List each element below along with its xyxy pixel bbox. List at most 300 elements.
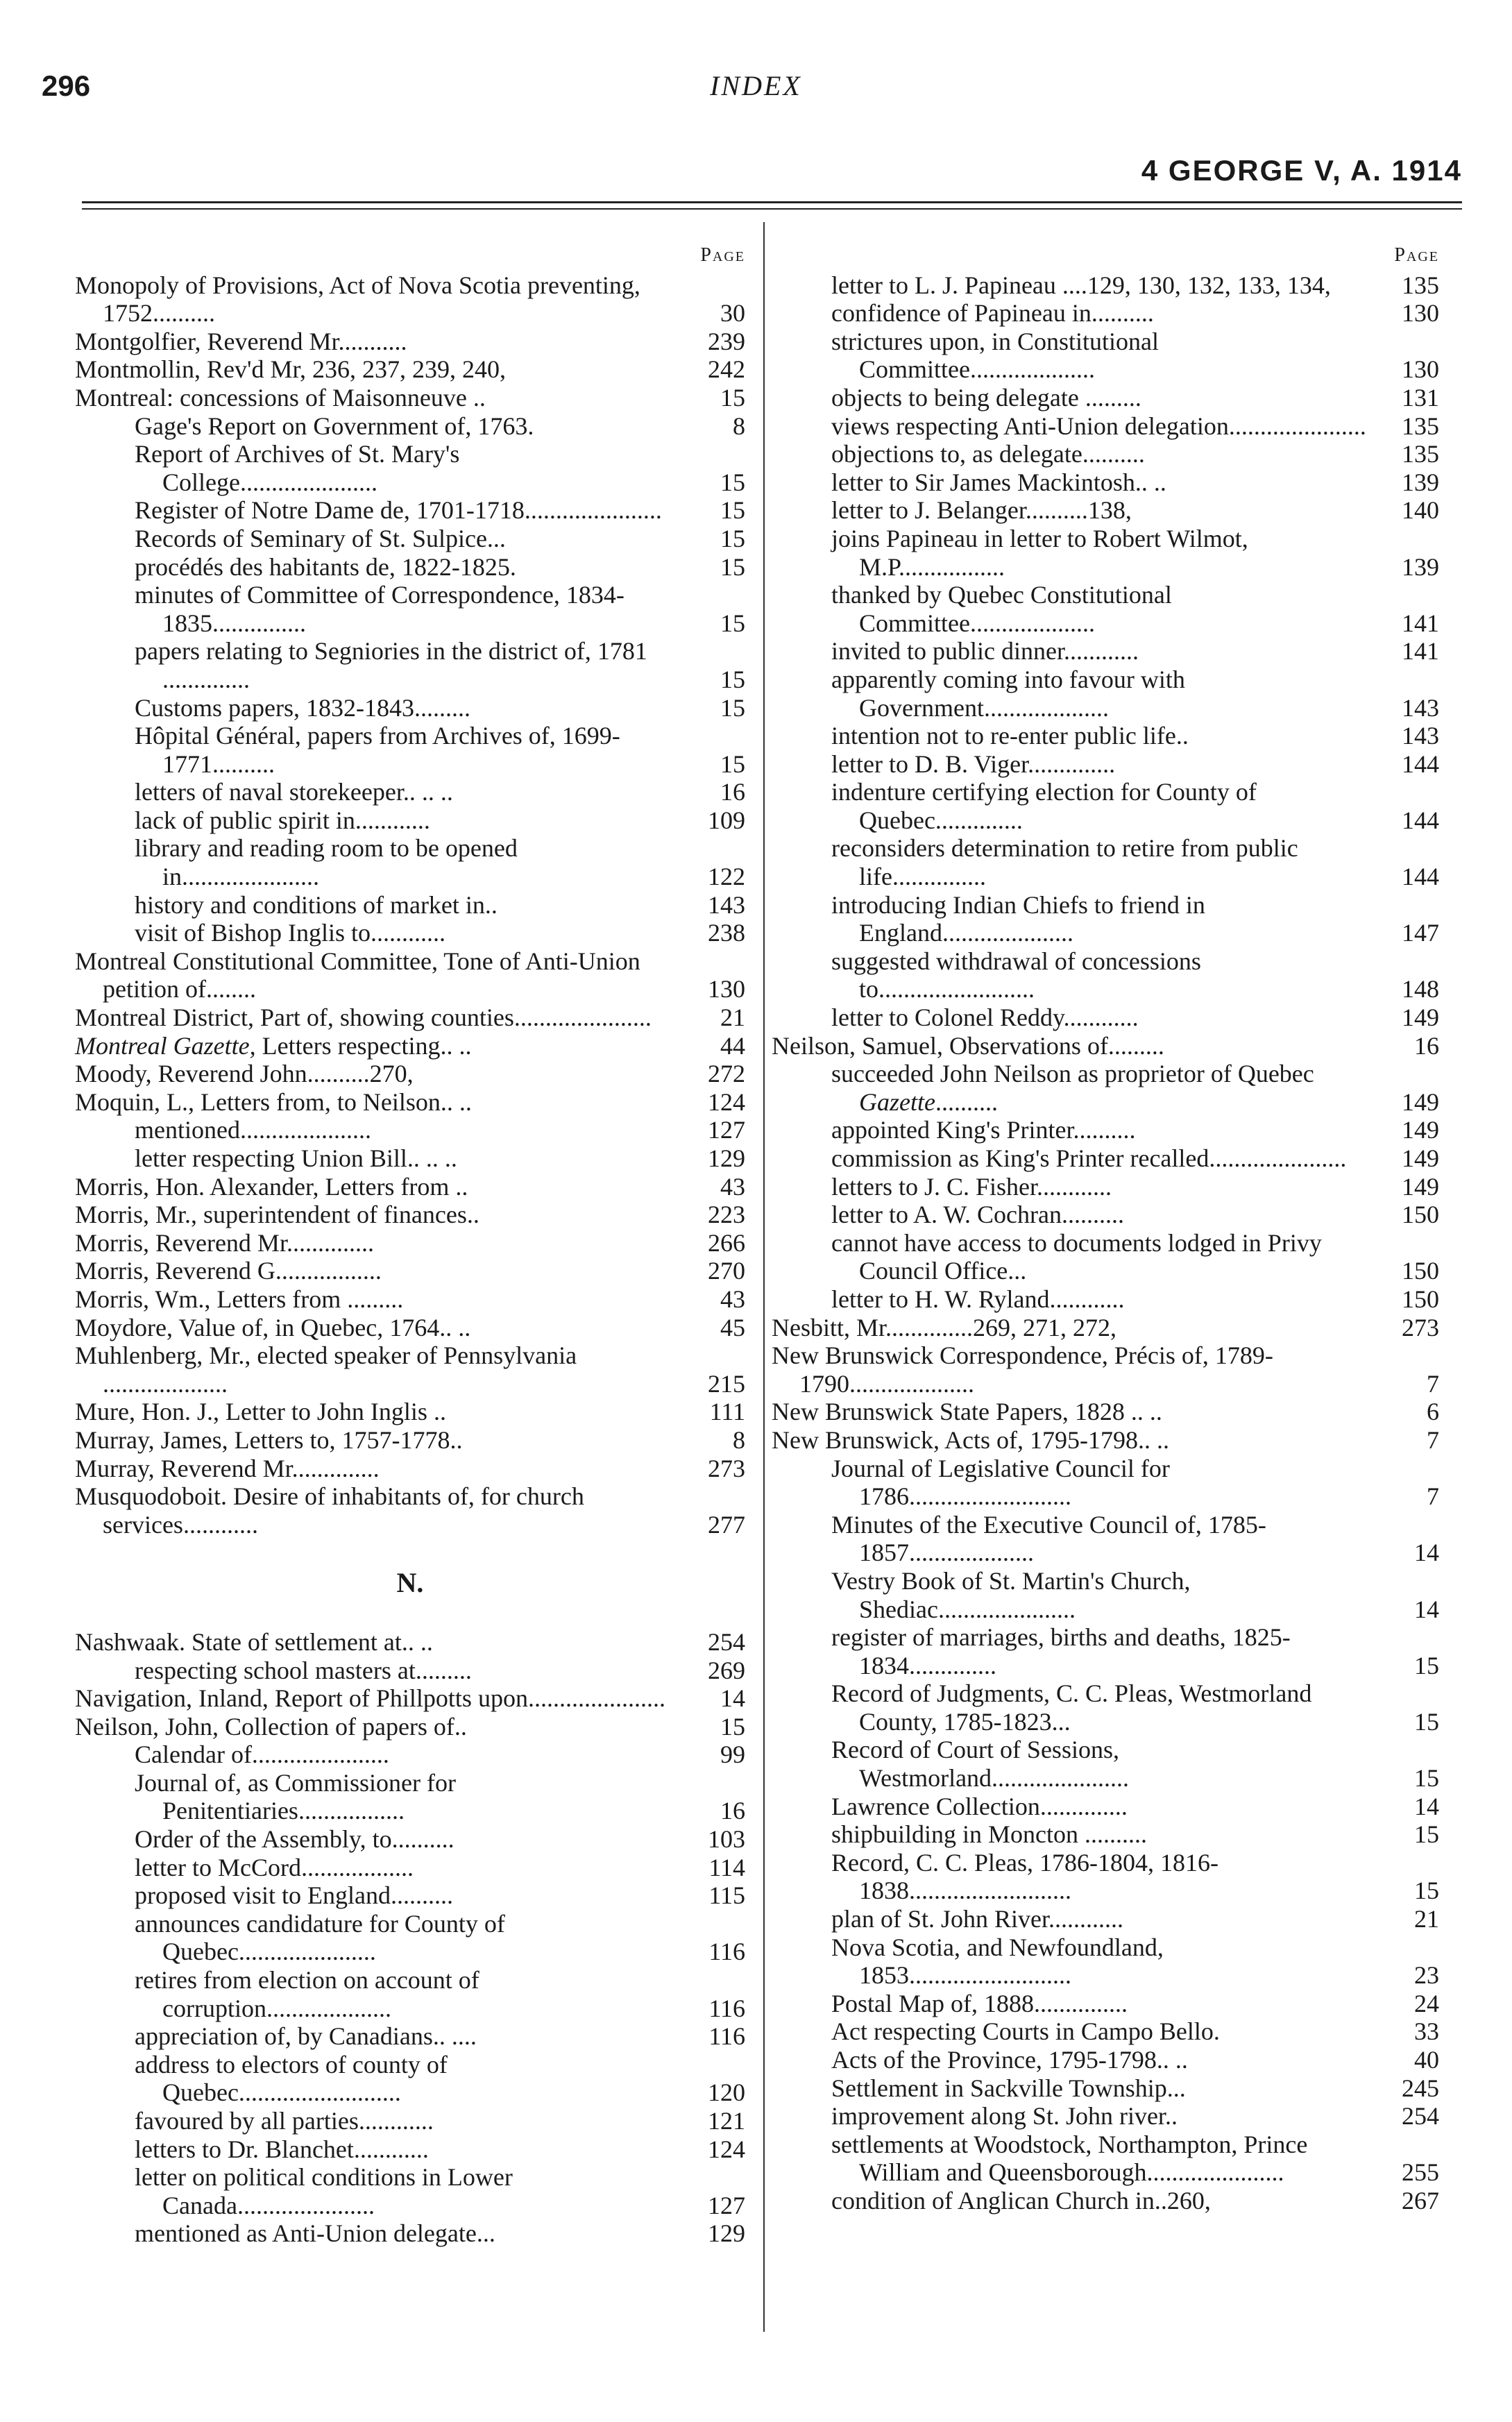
- index-entry: [772, 384, 1439, 412]
- entry-page: 116: [708, 1938, 745, 1966]
- index-entry: [75, 694, 745, 722]
- index-entry: [772, 637, 1439, 666]
- index-entry: [75, 1657, 745, 1685]
- entry-text: Moquin, L., Letters from, to Neilson.. ..: [75, 1087, 472, 1116]
- entry-page: 14: [720, 1684, 745, 1713]
- index-entry: [772, 891, 1439, 947]
- entry-text: Morris, Wm., Letters from .........: [75, 1285, 404, 1313]
- entry-page: 14: [1414, 1539, 1439, 1567]
- index-entry: [772, 1455, 1439, 1511]
- entry-text: appointed King's Printer..........: [831, 1116, 1136, 1144]
- entry-text: suggested withdrawal of concessions to.........................: [831, 947, 1201, 1003]
- index-entry: [75, 1713, 745, 1741]
- entry-leader: ..........: [935, 1087, 998, 1116]
- left-column: [75, 242, 745, 2248]
- entry-page: 122: [708, 863, 745, 891]
- index-entry: [75, 1769, 745, 1825]
- entry-text: New Brunswick, Acts of, 1795-1798.. ..: [772, 1425, 1169, 1454]
- entry-page: 115: [708, 1881, 745, 1910]
- entry-page: 238: [708, 919, 745, 947]
- entry-text: letters of naval storekeeper.. .. ..: [135, 778, 453, 806]
- entry-page: 14: [1414, 1595, 1439, 1623]
- entry-text: Montreal District, Part of, showing counties......................: [75, 1003, 652, 1032]
- entry-text: Navigation, Inland, Report of Phillpotts upon......................: [75, 1684, 665, 1713]
- entry-text: lack of public spirit in............: [135, 806, 430, 834]
- entry-text: plan of St. John River............: [831, 1905, 1123, 1933]
- index-entry: [75, 525, 745, 553]
- index-entry: [772, 1793, 1439, 1821]
- entry-text: Morris, Reverend G.................: [75, 1257, 382, 1285]
- entry-page: 114: [708, 1853, 745, 1881]
- index-entry: [772, 1905, 1439, 1933]
- entry-text: commission as King's Printer recalled......................: [831, 1144, 1347, 1172]
- index-entry: [772, 1849, 1439, 1905]
- running-title: INDEX: [710, 70, 802, 101]
- index-entry: [772, 1398, 1439, 1426]
- entry-page: 15: [720, 552, 745, 581]
- index-list: [75, 1060, 745, 1539]
- index-entry: [75, 1741, 745, 1769]
- index-entry: [75, 806, 745, 835]
- entry-text: Act respecting Courts in Campo Bello.: [831, 2017, 1220, 2046]
- entry-page: 15: [1414, 1877, 1439, 1905]
- entry-page: 43: [720, 1285, 745, 1313]
- entry-page: 144: [1402, 863, 1439, 891]
- entry-page: 15: [1414, 1707, 1439, 1736]
- index-entry: [772, 525, 1439, 581]
- index-entry: [772, 1820, 1439, 1849]
- index-entry: [772, 468, 1439, 497]
- entry-text: views respecting Anti-Union delegation......................: [831, 412, 1366, 440]
- entry-page: 30: [720, 299, 745, 328]
- index-entry: [75, 1825, 745, 1854]
- index-entry: [75, 722, 745, 778]
- index-entry: [75, 1854, 745, 1882]
- entry-page: 23: [1414, 1961, 1439, 1990]
- column-separator: [763, 222, 765, 2332]
- entry-text: Report of Archives of St. Mary's College......................: [135, 440, 460, 496]
- entry-page: 273: [708, 1454, 745, 1482]
- page-number: 296: [42, 69, 91, 102]
- index-entry: [75, 1881, 745, 1910]
- entry-page: 16: [720, 1797, 745, 1825]
- entry-text: letter to Sir James Mackintosh.. ..: [831, 468, 1166, 496]
- entry-page: 21: [1414, 1905, 1439, 1933]
- entry-page: 149: [1402, 1087, 1439, 1116]
- entry-text: Montmollin, Rev'd Mr, 236, 237, 239, 240,: [75, 355, 507, 384]
- index-entry: [75, 581, 745, 637]
- entry-page: 14: [1414, 1792, 1439, 1820]
- entry-text: retires from election on account of corruption....................: [135, 1966, 479, 2022]
- index-entry: [772, 1003, 1439, 1032]
- index-entry: [75, 1426, 745, 1455]
- index-entry: [772, 2017, 1439, 2046]
- entry-page: 147: [1402, 919, 1439, 947]
- index-entry: [772, 1285, 1439, 1314]
- index-entry: [772, 1567, 1439, 1623]
- entry-text: Register of Notre Dame de, 1701-1718......................: [135, 496, 662, 525]
- index-entry: [772, 1511, 1439, 1567]
- entry-text: Moydore, Value of, in Quebec, 1764.. ..: [75, 1313, 471, 1341]
- entry-text: Journal of Legislative Council for 1786..........................: [831, 1454, 1170, 1511]
- entry-text: confidence of Papineau in..........: [831, 299, 1154, 328]
- entry-page: 40: [1414, 2046, 1439, 2074]
- entry-text: minutes of Committee of Correspondence, 1834-1835...............: [135, 581, 625, 637]
- index-entry: [75, 1229, 745, 1257]
- entry-text: letter to J. Belanger..........138,: [831, 496, 1132, 525]
- index-entry: [772, 1623, 1439, 1679]
- entry-page: 124: [708, 1087, 745, 1116]
- entry-page: 124: [708, 2135, 745, 2163]
- index-entry: [772, 1341, 1439, 1398]
- entry-page: 16: [1414, 1031, 1439, 1060]
- entry-page: 15: [720, 609, 745, 637]
- entry-text: intention not to re-enter public life..: [831, 722, 1189, 750]
- entry-page: 45: [720, 1313, 745, 1341]
- entry-page: 254: [708, 1627, 745, 1656]
- entry-page: 141: [1402, 637, 1439, 666]
- entry-text: condition of Anglican Church in..260,: [831, 2186, 1211, 2214]
- entry-page: 143: [1402, 722, 1439, 750]
- entry-text: joins Papineau in letter to Robert Wilmot, M.P.................: [831, 524, 1248, 581]
- index-entry: [772, 2187, 1439, 2215]
- entry-page: 15: [720, 383, 745, 412]
- entry-text: strictures upon, in Constitutional Committee....................: [831, 327, 1159, 384]
- entry-text: Journal of, as Commissioner for Penitentiaries.................: [135, 1768, 456, 1825]
- entry-page: 130: [1402, 355, 1439, 384]
- index-entry: [75, 1173, 745, 1201]
- entry-text: history and conditions of market in..: [135, 890, 498, 919]
- index-entry: [75, 1116, 745, 1144]
- index-entry: [772, 1990, 1439, 2018]
- entry-text: Muhlenberg, Mr., elected speaker of Pennsylvania ....................: [75, 1341, 577, 1398]
- entry-text: Acts of the Province, 1795-1798.. ..: [831, 2046, 1188, 2074]
- entry-page: 7: [1427, 1425, 1439, 1454]
- entry-text: New Brunswick Correspondence, Précis of, 1789-1790....................: [772, 1341, 1273, 1398]
- index-entry: [75, 496, 745, 525]
- index-entry: [75, 1628, 745, 1657]
- entry-page: 99: [720, 1741, 745, 1769]
- index-entry: [75, 947, 745, 1003]
- entry-text: Nashwaak. State of settlement at.. ..: [75, 1627, 433, 1656]
- entry-page: 272: [708, 1060, 745, 1088]
- entry-page: 44: [720, 1031, 745, 1060]
- entry-page: 149: [1402, 1003, 1439, 1032]
- entry-text: Vestry Book of St. Martin's Church, Shediac......................: [831, 1566, 1191, 1623]
- entry-text: Murray, James, Letters to, 1757-1778..: [75, 1425, 463, 1454]
- index-entry: [75, 1201, 745, 1229]
- index-entry: [75, 2022, 745, 2051]
- entry-text: Moody, Reverend John..........270,: [75, 1060, 414, 1088]
- entry-page: 129: [708, 2219, 745, 2248]
- entry-page: 15: [1414, 1764, 1439, 1793]
- entry-page: 149: [1402, 1116, 1439, 1144]
- entry-page: 269: [708, 1656, 745, 1684]
- index-entry: [75, 1144, 745, 1173]
- entry-text: Calendar of......................: [135, 1741, 389, 1769]
- entry-page: 143: [708, 890, 745, 919]
- entry-text: letters to Dr. Blanchet............: [135, 2135, 429, 2163]
- entry-page: 129: [708, 1144, 745, 1172]
- entry-text: papers relating to Segniories in the district of, 1781 ..............: [135, 637, 647, 693]
- index-entry: [75, 1285, 745, 1314]
- index-entry: [75, 553, 745, 582]
- index-entry: [75, 384, 745, 412]
- entry-text: Record, C. C. Pleas, 1786-1804, 1816-1838..........................: [831, 1848, 1218, 1905]
- entry-page: 254: [1402, 2102, 1439, 2131]
- index-entry: [772, 834, 1439, 890]
- entry-page: 130: [708, 975, 745, 1003]
- index-list: [75, 271, 745, 1032]
- index-entry: [75, 1341, 745, 1398]
- entry-page: 215: [708, 1369, 745, 1398]
- entry-text: procédés des habitants de, 1822-1825.: [135, 552, 516, 581]
- entry-text: Nova Scotia, and Newfoundland, 1853..........................: [831, 1933, 1164, 1990]
- entry-text: invited to public dinner............: [831, 637, 1139, 666]
- index-entry: [772, 1933, 1439, 1990]
- entry-page: 131: [1402, 383, 1439, 412]
- entry-page: 15: [720, 1712, 745, 1741]
- entry-page: 149: [1402, 1172, 1439, 1201]
- index-entry: [772, 328, 1439, 384]
- entry-page: 150: [1402, 1201, 1439, 1229]
- page-column-heading: Page: [700, 244, 745, 266]
- entry-page: 16: [720, 778, 745, 806]
- entry-page: 15: [720, 750, 745, 778]
- entry-text: Morris, Reverend Mr..............: [75, 1228, 374, 1257]
- index-entry: [75, 2219, 745, 2248]
- entry-text: objects to being delegate .........: [831, 383, 1141, 412]
- index-entry: [772, 2074, 1439, 2103]
- entry-page: 144: [1402, 806, 1439, 834]
- index-entry: [772, 412, 1439, 441]
- entry-page: 143: [1402, 693, 1439, 722]
- index-entry: [75, 2163, 745, 2219]
- entry-text: mentioned as Anti-Union delegate...: [135, 2219, 495, 2248]
- right-column: [772, 242, 1439, 2215]
- entry-text: cannot have access to documents lodged in Privy Council Office...: [831, 1228, 1322, 1285]
- entry-text: register of marriages, births and deaths, 1825-1834..............: [831, 1623, 1291, 1679]
- entry-italic: Gazette: [859, 1087, 935, 1116]
- entry-text: letter to Colonel Reddy............: [831, 1003, 1139, 1032]
- entry-page: 239: [708, 327, 745, 355]
- index-entry: [772, 2131, 1439, 2187]
- index-entry: [772, 1314, 1439, 1342]
- index-entry: [772, 1144, 1439, 1173]
- entry-page: 148: [1402, 975, 1439, 1003]
- entry-text: Minutes of the Executive Council of, 1785-1857....................: [831, 1510, 1266, 1567]
- entry-text: letter to H. W. Ryland............: [831, 1285, 1125, 1313]
- entry-text: reconsiders determination to retire from public life...............: [831, 834, 1298, 891]
- entry-text: thanked by Quebec Constitutional Committee....................: [831, 581, 1172, 637]
- entry-page: 15: [720, 665, 745, 693]
- index-entry: [772, 496, 1439, 525]
- entry-page: 140: [1402, 496, 1439, 525]
- index-entry: [75, 637, 745, 693]
- entry-text: letter respecting Union Bill.. .. ..: [135, 1144, 457, 1172]
- page-column-heading: Page: [1394, 244, 1439, 266]
- entry-page: 33: [1414, 2017, 1439, 2046]
- index-entry: [75, 1314, 745, 1342]
- index-entry: [75, 1684, 745, 1713]
- index-entry: [772, 1173, 1439, 1201]
- entry-page: 127: [708, 2191, 745, 2219]
- entry-text: mentioned.....................: [135, 1116, 371, 1144]
- index-entry: [772, 750, 1439, 779]
- entry-page: 6: [1427, 1398, 1439, 1426]
- entry-text: Musquodoboit. Desire of inhabitants of, for church services............: [75, 1482, 584, 1539]
- section-heading: N.: [396, 1567, 424, 1599]
- index-entry: [772, 1679, 1439, 1736]
- entry-text: Neilson, John, Collection of papers of..: [75, 1712, 467, 1741]
- index-entry: [75, 1088, 745, 1117]
- entry-page: 277: [708, 1510, 745, 1539]
- index-entry: [75, 440, 745, 496]
- index-entry: [772, 1229, 1439, 1285]
- index-entry: [772, 947, 1439, 1003]
- entry-text: letter to A. W. Cochran..........: [831, 1201, 1124, 1229]
- header-rule-thin: [82, 208, 1462, 210]
- entry-text: improvement along St. John river..: [831, 2102, 1178, 2131]
- entry-page: 242: [708, 355, 745, 384]
- index-list: [75, 1628, 745, 2248]
- entry-text: Montreal Constitutional Committee, Tone of Anti-Union petition of........: [75, 947, 640, 1003]
- entry-text: visit of Bishop Inglis to............: [135, 919, 446, 947]
- index-entry: [75, 778, 745, 806]
- entry-text: Customs papers, 1832-1843.........: [135, 693, 470, 722]
- entry-text: indenture certifying election for County of Quebec..............: [831, 778, 1257, 834]
- entry-text: Morris, Hon. Alexander, Letters from ..: [75, 1172, 468, 1201]
- entry-text: respecting school masters at.........: [135, 1656, 472, 1684]
- index-entry: [772, 2102, 1439, 2131]
- index-entry: [75, 1966, 745, 2022]
- entry-text: proposed visit to England..........: [135, 1881, 453, 1910]
- entry-text: Morris, Mr., superintendent of finances..: [75, 1201, 479, 1229]
- entry-page: 15: [720, 496, 745, 525]
- entry-page: 141: [1402, 609, 1439, 637]
- entry-text: letter on political conditions in Lower Canada......................: [135, 2163, 513, 2219]
- index-entry: [75, 2107, 745, 2135]
- entry-page: 15: [1414, 1820, 1439, 1849]
- entry-text: Gage's Report on Government of, 1763.: [135, 412, 534, 440]
- index-entry: [772, 1060, 1439, 1116]
- index-entry: [75, 1398, 745, 1426]
- entry-text: announces candidature for County of Quebec......................: [135, 1909, 505, 1966]
- index-entry: [75, 2135, 745, 2164]
- entry-page: 15: [1414, 1651, 1439, 1679]
- index-entry: [772, 666, 1439, 722]
- index-entry: [772, 722, 1439, 750]
- entry-italic: Montreal Gazette,: [75, 1031, 256, 1060]
- index-entry: [772, 299, 1439, 328]
- index-entry: [75, 271, 745, 328]
- entry-text: Mure, Hon. J., Letter to John Inglis ..: [75, 1398, 446, 1426]
- index-entry: [75, 1032, 745, 1060]
- entry-text: Postal Map of, 1888...............: [831, 1989, 1128, 2017]
- entry-page: 135: [1402, 440, 1439, 468]
- index-entry: [772, 778, 1439, 834]
- entry-page: 15: [720, 524, 745, 552]
- entry-text: apparently coming into favour with Government....................: [831, 665, 1185, 722]
- index-entry: [75, 1482, 745, 1539]
- entry-text: Record of Judgments, C. C. Pleas, Westmorland County, 1785-1823...: [831, 1679, 1312, 1736]
- index-entry: [75, 834, 745, 890]
- entry-page: 116: [708, 2022, 745, 2051]
- entry-page: 255: [1402, 2158, 1439, 2187]
- entry-page: 127: [708, 1116, 745, 1144]
- index-entry: [75, 1910, 745, 1966]
- entry-text: Order of the Assembly, to..........: [135, 1825, 455, 1854]
- entry-text: Hôpital Général, papers from Archives of, 1699-1771..........: [135, 722, 620, 778]
- entry-page: 15: [720, 693, 745, 722]
- entry-text: letter to L. J. Papineau ....129, 130, 132, 133, 134,: [831, 271, 1331, 299]
- entry-text: Lawrence Collection..............: [831, 1792, 1128, 1820]
- entry-page: 15: [720, 468, 745, 496]
- entry-text: Nesbitt, Mr..............269, 271, 272,: [772, 1313, 1117, 1341]
- index-entry: [772, 440, 1439, 468]
- entry-page: 121: [708, 2107, 745, 2135]
- entry-text: introducing Indian Chiefs to friend in England.....................: [831, 890, 1205, 947]
- entry-text: library and reading room to be opened in......................: [135, 834, 518, 891]
- index-entry: [772, 1736, 1439, 1792]
- entry-page: 135: [1402, 271, 1439, 299]
- index-entry: [75, 1003, 745, 1032]
- entry-text: shipbuilding in Moncton ..........: [831, 1820, 1148, 1849]
- entry-text: Montreal: concessions of Maisonneuve ..: [75, 383, 486, 412]
- entry-text: objections to, as delegate..........: [831, 440, 1145, 468]
- index-entry: [75, 1257, 745, 1285]
- entry-page: 266: [708, 1228, 745, 1257]
- entry-page: 109: [708, 806, 745, 834]
- index-entry: [772, 1116, 1439, 1144]
- entry-page: 149: [1402, 1144, 1439, 1172]
- index-list: [772, 1341, 1439, 2187]
- entry-page: 116: [708, 1994, 745, 2022]
- entry-page: 150: [1402, 1257, 1439, 1285]
- index-entry: [75, 328, 745, 356]
- entry-text: letter to D. B. Viger..............: [831, 750, 1116, 778]
- index-entry: [772, 1201, 1439, 1229]
- entry-page: 223: [708, 1201, 745, 1229]
- entry-page: 273: [1402, 1313, 1439, 1341]
- session-label: 4 GEORGE V, A. 1914: [1141, 154, 1462, 187]
- index-entry: [75, 412, 745, 441]
- header-rule: [82, 201, 1462, 203]
- entry-text: succeeded John Neilson as proprietor of Quebec: [831, 1060, 1314, 1088]
- entry-page: 270: [708, 1257, 745, 1285]
- entry-text: Montgolfier, Reverend Mr...........: [75, 327, 407, 355]
- entry-text: address to electors of county of Quebec..........................: [135, 2050, 448, 2107]
- index-entry: [772, 581, 1439, 637]
- index-entry: [75, 919, 745, 947]
- index-entry: [75, 355, 745, 384]
- index-entry: [772, 1032, 1439, 1060]
- index-entry: [75, 1455, 745, 1483]
- entry-page: 111: [709, 1398, 745, 1426]
- entry-page: 8: [733, 412, 745, 440]
- entry-text: Record of Court of Sessions, Westmorland......................: [831, 1736, 1130, 1793]
- entry-page: 130: [1402, 299, 1439, 328]
- entry-page: 150: [1402, 1285, 1439, 1313]
- entry-text: favoured by all parties............: [135, 2107, 434, 2135]
- entry-page: 7: [1427, 1482, 1439, 1511]
- entry-page: 267: [1402, 2186, 1439, 2214]
- index-entry: [772, 2046, 1439, 2074]
- index-entry: [772, 1426, 1439, 1455]
- entry-page: 21: [720, 1003, 745, 1032]
- entry-text: appreciation of, by Canadians.. ....: [135, 2022, 477, 2051]
- entry-page: 24: [1414, 1989, 1439, 2017]
